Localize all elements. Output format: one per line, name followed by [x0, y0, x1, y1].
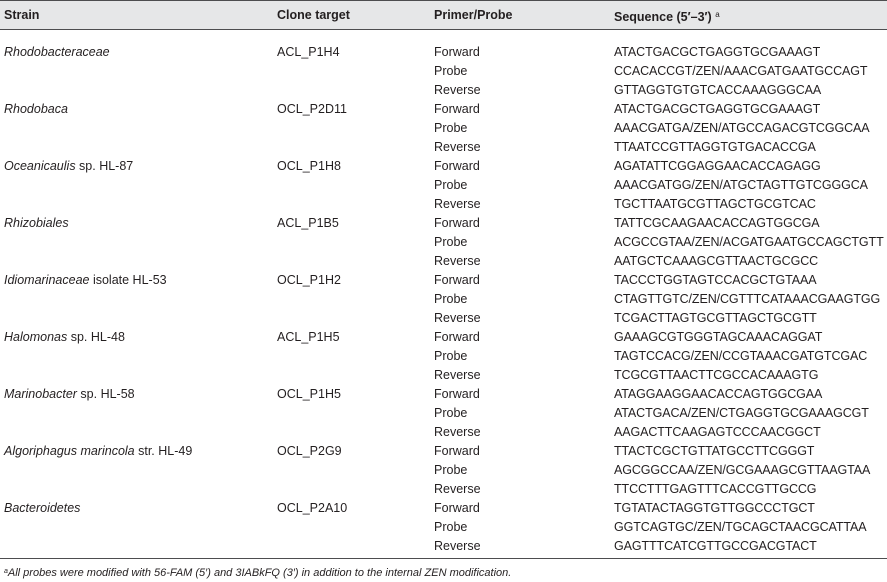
primer-type: Reverse	[434, 254, 481, 268]
table-row	[0, 439, 887, 496]
strain-name: Rhizobiales	[4, 216, 69, 230]
clone-target-cell: ACL_P1H4	[277, 45, 340, 59]
sequence-value: TGCTTAATGCGTTAGCTGCGTCAC	[614, 197, 816, 211]
primer-type: Probe	[434, 121, 468, 135]
clone-target-cell: ACL_P1H5	[277, 330, 340, 344]
sequence-value: ATAGGAAGGAACACCAGTGGCGAA	[614, 387, 823, 401]
footnote-mark: a	[4, 568, 8, 575]
table-header	[0, 0, 887, 30]
table-row	[0, 382, 887, 439]
strain-name: Oceanicaulis	[4, 159, 76, 173]
primer-type: Reverse	[434, 140, 481, 154]
primer-line	[0, 271, 887, 290]
primer-line	[0, 290, 887, 309]
primer-type: Probe	[434, 178, 468, 192]
primer-line	[0, 214, 887, 233]
primer-type: Forward	[434, 330, 480, 344]
strain-suffix: str. HL-49	[134, 444, 193, 458]
primer-type: Forward	[434, 387, 480, 401]
sequence-value: TTCCTTTGAGTTTCACCGTTGCCG	[614, 482, 817, 496]
primer-type: Probe	[434, 349, 468, 363]
primer-type: Reverse	[434, 197, 481, 211]
header-sequence-label: Sequence (5′–3′)	[614, 10, 712, 24]
primer-line	[0, 385, 887, 404]
primer-type: Reverse	[434, 83, 481, 97]
clone-target-cell: OCL_P2G9	[277, 444, 342, 458]
clone-target-cell: OCL_P2A10	[277, 501, 348, 515]
primer-line	[0, 233, 887, 252]
sequence-value: GAGTTTCATCGTTGCCGACGTACT	[614, 539, 817, 553]
primer-type: Reverse	[434, 425, 481, 439]
table-row	[0, 268, 887, 325]
table-footnote	[4, 564, 511, 581]
sequence-value: AAGACTTCAAGAGTCCCAACGGCT	[614, 425, 821, 439]
clone-target-cell: OCL_P1H2	[277, 273, 341, 287]
table-row	[0, 325, 887, 382]
header-strain: Strain	[4, 8, 40, 22]
primer-type: Probe	[434, 520, 468, 534]
primer-type: Probe	[434, 64, 468, 78]
table-row	[0, 40, 887, 97]
primer-line	[0, 499, 887, 518]
sequence-value: ACGCCGTAA/ZEN/ACGATGAATGCCAGCTGTT	[614, 235, 884, 249]
primer-line	[0, 404, 887, 423]
primer-line	[0, 537, 887, 556]
sequence-value: CTAGTTGTC/ZEN/CGTTTCATAAACGAAGTGG	[614, 292, 881, 306]
table-bottom-rule	[0, 558, 887, 559]
primer-type: Forward	[434, 444, 480, 458]
clone-target-cell: OCL_P1H8	[277, 159, 341, 173]
primer-line	[0, 461, 887, 480]
footnote-text: All probes were modified with 56-FAM (5′) and 3IABkFQ (3′) in addition to the internal ZEN modification.	[7, 567, 512, 579]
sequence-value: TTACTCGCTGTTATGCCTTCGGGT	[614, 444, 815, 458]
sequence-value: AAACGATGG/ZEN/ATGCTAGTTGTCGGGCA	[614, 178, 868, 192]
header-clone-target: Clone target	[277, 8, 350, 22]
header-sequence	[614, 1, 720, 31]
strain-suffix: sp. HL-48	[67, 330, 125, 344]
sequence-value: CCACACCGT/ZEN/AAACGATGAATGCCAGT	[614, 64, 868, 78]
primer-line	[0, 119, 887, 138]
sequence-value: AGATATTCGGAGGAACACCAGAGG	[614, 159, 821, 173]
primer-line	[0, 157, 887, 176]
sequence-value: ATACTGACGCTGAGGTGCGAAAGT	[614, 102, 821, 116]
primer-line	[0, 328, 887, 347]
primer-type: Probe	[434, 292, 468, 306]
sequence-value: GGTCAGTGC/ZEN/TGCAGCTAACGCATTAA	[614, 520, 867, 534]
primer-type: Forward	[434, 102, 480, 116]
primer-line	[0, 100, 887, 119]
sequence-value: TTAATCCGTTAGGTGTGACACCGA	[614, 140, 816, 154]
primer-type: Forward	[434, 501, 480, 515]
table-row	[0, 97, 887, 154]
sequence-value: GAAAGCGTGGGTAGCAAACAGGAT	[614, 330, 823, 344]
table-row	[0, 496, 887, 553]
sequence-value: AATGCTCAAAGCGTTAACTGCGCC	[614, 254, 819, 268]
sequence-value: AAACGATGA/ZEN/ATGCCAGACGTCGGCAA	[614, 121, 870, 135]
sequence-value: TCGACTTAGTGCGTTAGCTGCGTT	[614, 311, 817, 325]
primer-type: Reverse	[434, 482, 481, 496]
strain-name: Halomonas	[4, 330, 68, 344]
sequence-value: GTTAGGTGTGTCACCAAAGGGCAA	[614, 83, 822, 97]
strain-name: Bacteroidetes	[4, 501, 81, 515]
clone-target-cell: OCL_P2D11	[277, 102, 347, 116]
strain-name: Algoriphagus marincola	[4, 444, 135, 458]
primer-type: Forward	[434, 159, 480, 173]
primer-type: Reverse	[434, 311, 481, 325]
primer-type: Probe	[434, 463, 468, 477]
sequence-value: TAGTCCACG/ZEN/CCGTAAACGATGTCGAC	[614, 349, 868, 363]
strain-suffix: sp. HL-87	[75, 159, 134, 173]
primer-line	[0, 347, 887, 366]
sequence-value: TACCCTGGTAGTCCACGCTGTAAA	[614, 273, 817, 287]
strain-name: Rhodobacteraceae	[4, 45, 110, 59]
primer-type: Forward	[434, 273, 480, 287]
sequence-value: ATACTGACA/ZEN/CTGAGGTGCGAAAGCGT	[614, 406, 869, 420]
strain-name: Marinobacter	[4, 387, 77, 401]
sequence-value: ATACTGACGCTGAGGTGCGAAAGT	[614, 45, 821, 59]
strain-name: Rhodobaca	[4, 102, 68, 116]
primer-type: Forward	[434, 216, 480, 230]
primer-line	[0, 442, 887, 461]
primer-type: Reverse	[434, 368, 481, 382]
sequence-value: TGTATACTAGGTGTTGGCCCTGCT	[614, 501, 815, 515]
primer-type: Reverse	[434, 539, 481, 553]
strain-name: Idiomarinaceae	[4, 273, 90, 287]
table-row	[0, 211, 887, 268]
primer-line	[0, 62, 887, 81]
primer-type: Probe	[434, 406, 468, 420]
table-row	[0, 154, 887, 211]
clone-target-cell: ACL_P1B5	[277, 216, 339, 230]
primer-line	[0, 176, 887, 195]
strain-suffix: sp. HL-58	[76, 387, 135, 401]
sequence-value: AGCGGCCAA/ZEN/GCGAAAGCGTTAAGTAA	[614, 463, 871, 477]
header-footnote-mark: a	[715, 10, 720, 19]
sequence-value: TCGCGTTAACTTCGCCACAAAGTG	[614, 368, 819, 382]
header-primer-probe: Primer/Probe	[434, 8, 513, 22]
primer-line	[0, 518, 887, 537]
sequence-value: TATTCGCAAGAACACCAGTGGCGA	[614, 216, 820, 230]
primer-line	[0, 43, 887, 62]
clone-target-cell: OCL_P1H5	[277, 387, 341, 401]
primer-type: Forward	[434, 45, 480, 59]
strain-suffix: isolate HL-53	[89, 273, 167, 287]
primer-type: Probe	[434, 235, 468, 249]
